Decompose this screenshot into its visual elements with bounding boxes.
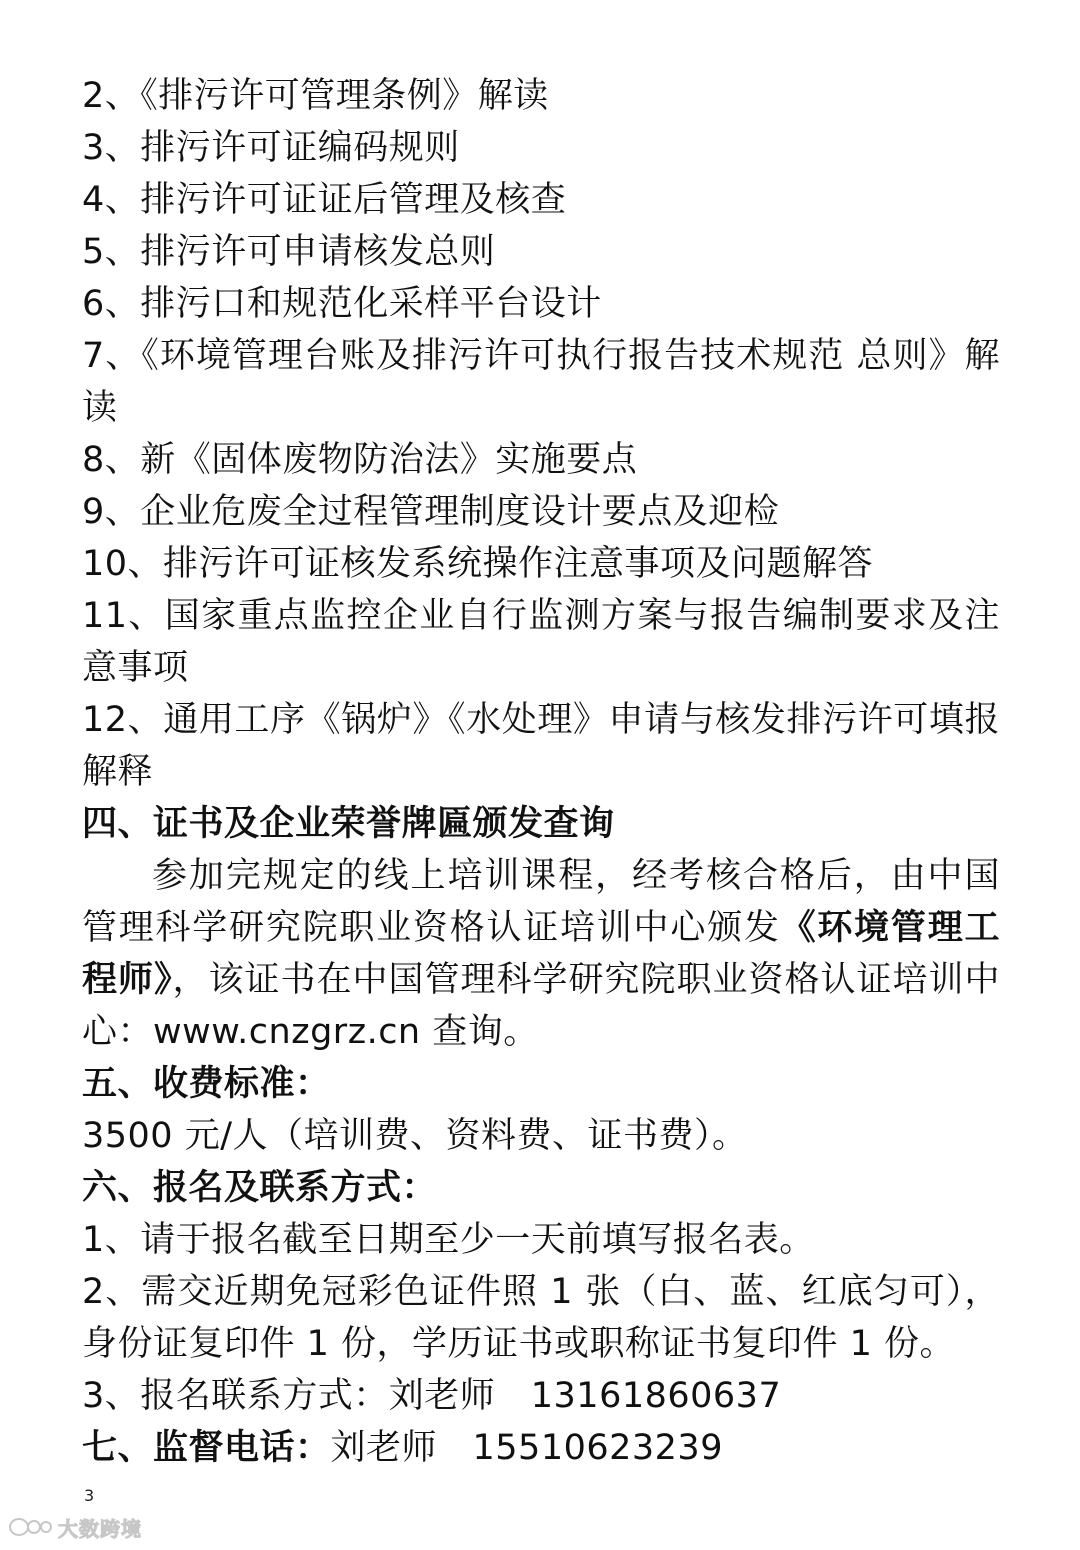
- section-heading-registration: 六、报名及联系方式：: [82, 1168, 438, 1208]
- registration-item-3: 3、报名联系方式：刘老师 13161860637: [82, 1376, 782, 1416]
- certificate-paragraph: [82, 850, 1000, 1058]
- supervision-contact: 刘老师 15510623239: [330, 1428, 723, 1468]
- watermark-text: 大数跨境: [58, 1516, 142, 1541]
- section-heading-certificate: 四、证书及企业荣誉牌匾颁发查询: [82, 804, 615, 844]
- list-item: 9、企业危废全过程管理制度设计要点及迎检: [82, 492, 780, 532]
- section-heading-fees: 五、收费标准：: [82, 1064, 331, 1104]
- list-item: 11、国家重点监控企业自行监测方案与报告编制要求及注意事项: [82, 596, 1000, 688]
- page-number: 3: [84, 1486, 95, 1505]
- fee-text: 3500 元/人（培训费、资料费、证书费）。: [82, 1116, 748, 1156]
- certificate-title: 《环境管理工程师》: [82, 908, 1000, 1000]
- registration-item-2: 2、需交近期免冠彩色证件照 1 张（白、蓝、红底匀可），身份证复印件 1 份，学历证书或职称证书复印件 1 份。: [82, 1272, 1000, 1364]
- document-page: [82, 70, 1000, 1474]
- certificate-text-part1: 参加完规定的线上培训课程，经考核合格后，由中国管理科学研究院职业资格认证培训中心颁发: [82, 856, 1000, 948]
- registration-item-1: 1、请于报名截至日期至少一天前填写报名表。: [82, 1220, 815, 1260]
- certificate-text-part2: ，该证书在中国管理科学研究院职业资格认证培训中心：www.cnzgrz.cn 查询。: [82, 960, 1000, 1052]
- list-item: 12、通用工序《锅炉》《水处理》申请与核发排污许可填报解释: [82, 700, 1000, 792]
- brand-logo-icon: [8, 1515, 52, 1539]
- list-item: 10、排污许可证核发系统操作注意事项及问题解答: [82, 544, 874, 584]
- list-item: 4、排污许可证证后管理及核查: [82, 180, 567, 220]
- list-item: 5、排污许可申请核发总则: [82, 232, 496, 272]
- section-heading-supervision: 七、监督电话：: [82, 1428, 331, 1468]
- supervision-line: [82, 1422, 1000, 1474]
- watermark: [8, 1512, 142, 1542]
- list-item: 2、《排污许可管理条例》解读: [82, 76, 549, 116]
- list-item: 3、排污许可证编码规则: [82, 128, 460, 168]
- list-item: 7、《环境管理台账及排污许可执行报告技术规范 总则》解读: [82, 336, 1000, 428]
- list-item: 6、排污口和规范化采样平台设计: [82, 284, 602, 324]
- list-item: 8、新《固体废物防治法》实施要点: [82, 440, 638, 480]
